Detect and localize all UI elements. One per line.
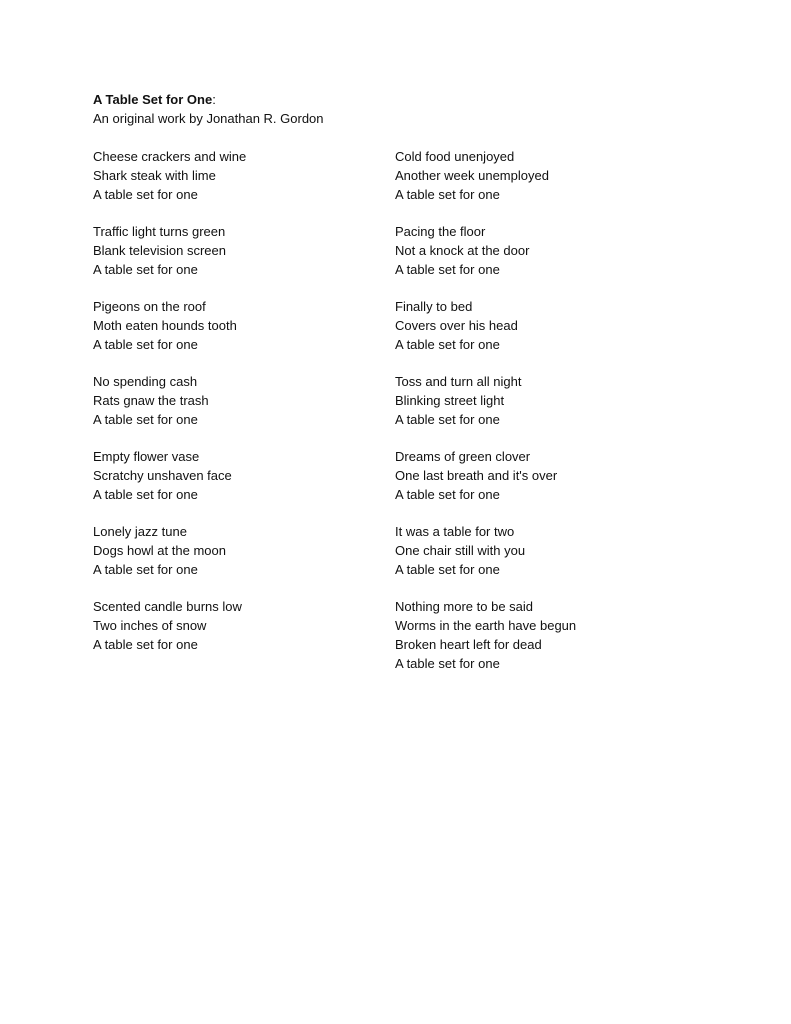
- stanza: [395, 148, 576, 204]
- poem-line: A table set for one: [93, 261, 198, 277]
- poem-line: A table set for one: [93, 637, 198, 653]
- poem-line: A table set for one: [93, 486, 198, 502]
- poem-line: A table set for one: [395, 261, 500, 277]
- poem-line: A table set for one: [395, 655, 500, 671]
- stanza: [395, 598, 576, 673]
- poem-line: Pigeons on the roof: [93, 299, 206, 315]
- title-colon: :: [212, 92, 216, 107]
- poem-line: Dogs howl at the moon: [93, 543, 226, 559]
- byline: An original work by Jonathan R. Gordon: [93, 111, 324, 126]
- poem-line: A table set for one: [395, 411, 500, 427]
- poem-line: Not a knock at the door: [395, 242, 530, 258]
- poem-line: A table set for one: [93, 186, 198, 202]
- stanza: [93, 223, 246, 279]
- stanza: [93, 523, 246, 579]
- poem-line: Shark steak with lime: [93, 167, 216, 183]
- poem-left-column: [93, 148, 246, 674]
- stanza: [93, 298, 246, 354]
- poem-line: No spending cash: [93, 374, 198, 390]
- poem-line: Dreams of green clover: [395, 449, 531, 465]
- poem-line: Scratchy unshaven face: [93, 468, 232, 484]
- poem-line: It was a table for two: [395, 524, 515, 540]
- stanza: [395, 523, 576, 579]
- poem-line: One last breath and it's over: [395, 468, 558, 484]
- poem-line: Traffic light turns green: [93, 224, 226, 240]
- poem-line: Scented candle burns low: [93, 599, 242, 615]
- stanza: [395, 223, 576, 279]
- poem-line: Toss and turn all night: [395, 374, 522, 390]
- poem-header: [93, 91, 324, 129]
- poem-line: Pacing the floor: [395, 224, 486, 240]
- stanza: [93, 373, 246, 429]
- poem-line: Worms in the earth have begun: [395, 618, 577, 634]
- poem-line: Broken heart left for dead: [395, 637, 542, 653]
- poem-line: Moth eaten hounds tooth: [93, 317, 237, 333]
- poem-line: Cold food unenjoyed: [395, 149, 515, 164]
- poem-line: A table set for one: [395, 486, 500, 502]
- poem-right-column: [395, 148, 576, 692]
- poem-line: Lonely jazz tune: [93, 524, 187, 540]
- stanza: [93, 148, 246, 204]
- poem-line: A table set for one: [395, 561, 500, 577]
- stanza: [395, 298, 576, 354]
- poem-title: A Table Set for One: [93, 92, 213, 107]
- stanza: [395, 373, 576, 429]
- poem-line: Blank television screen: [93, 242, 226, 258]
- poem-line: A table set for one: [93, 411, 198, 427]
- stanza: [93, 598, 246, 654]
- poem-line: Nothing more to be said: [395, 599, 534, 615]
- poem-line: A table set for one: [93, 336, 198, 352]
- poem-line: Empty flower vase: [93, 449, 200, 465]
- poem-line: Covers over his head: [395, 317, 518, 333]
- poem-line: Blinking street light: [395, 393, 505, 409]
- poem-line: Another week unemployed: [395, 167, 549, 183]
- stanza: [93, 448, 246, 504]
- poem-line: Rats gnaw the trash: [93, 393, 209, 409]
- poem-line: A table set for one: [395, 186, 500, 202]
- poem-line: Two inches of snow: [93, 618, 207, 634]
- stanza: [395, 448, 576, 504]
- poem-line: A table set for one: [93, 561, 198, 577]
- poem-line: Finally to bed: [395, 299, 473, 315]
- poem-line: One chair still with you: [395, 543, 526, 559]
- poem-line: A table set for one: [395, 336, 500, 352]
- title-line: [93, 91, 324, 110]
- poem-line: Cheese crackers and wine: [93, 149, 247, 164]
